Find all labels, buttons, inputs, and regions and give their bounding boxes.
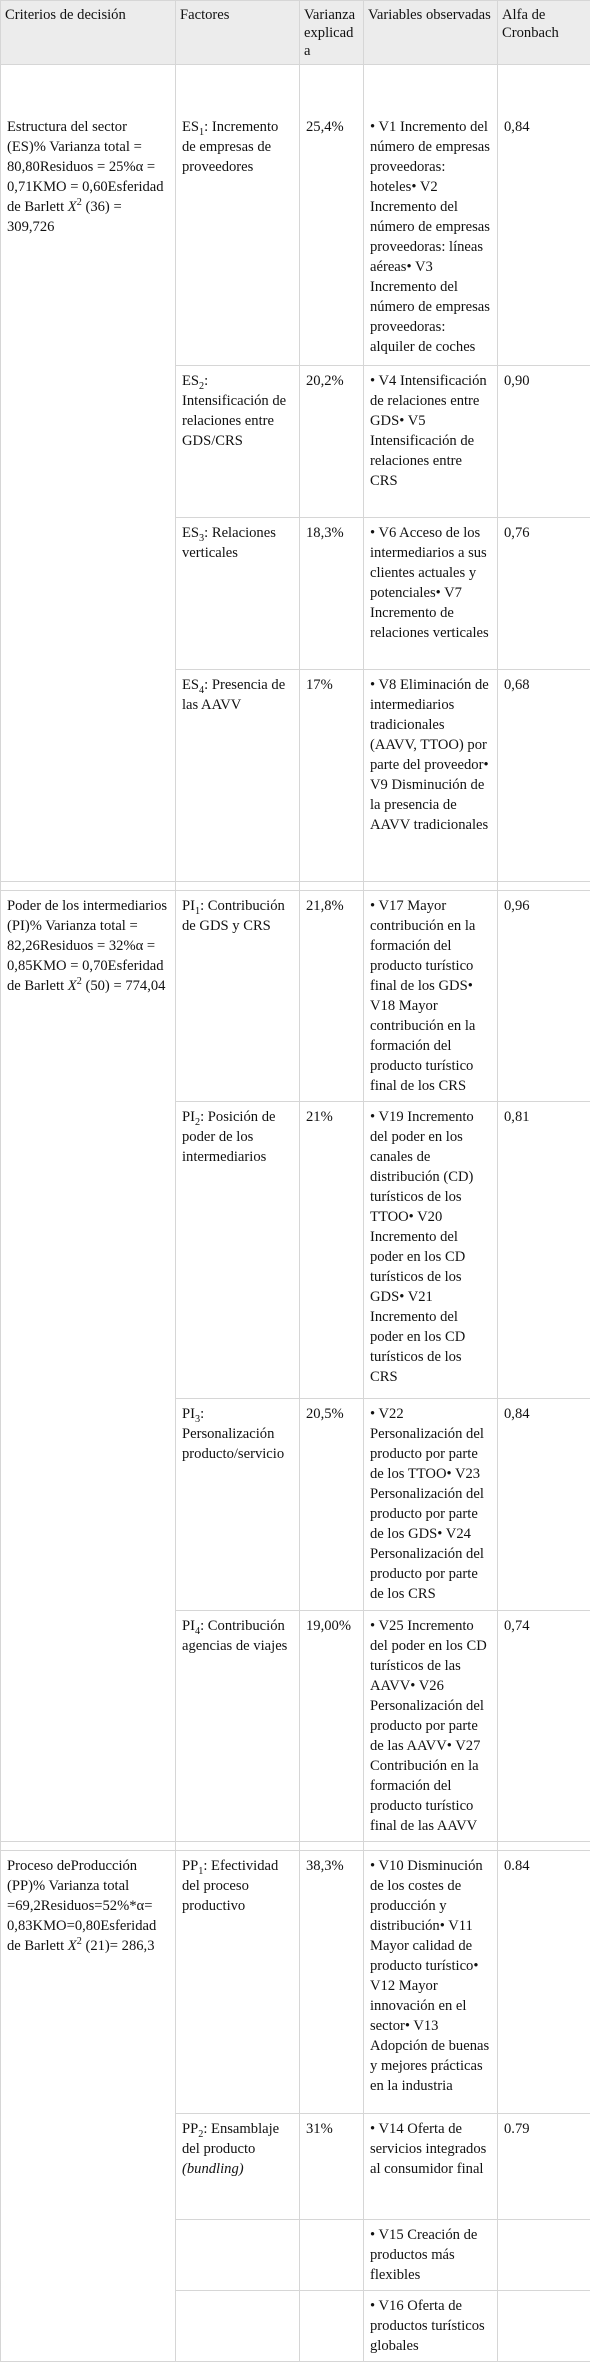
variables-cell: • V19 Incremento del poder en los canales de distribución (CD) turísticos de los TTOO• V20 Incremento del poder en los CD turísticos de los GDS• V21 Incremento del poder en los CD turísticos de los CRS (364, 1102, 498, 1399)
header-variables: Variables observadas (364, 1, 498, 65)
alfa-cell: 0,84 (498, 1399, 590, 1611)
varianza-cell: 38,3% (300, 1851, 364, 2114)
chi-symbol: X (68, 1938, 77, 1954)
variables-cell: • V4 Intensificación de relaciones entre GDS• V5 Intensificación de relaciones entre CRS (364, 366, 498, 518)
chi-tail: (36) = 309,726 (7, 199, 122, 235)
factor-cell: $PI_1$: Contribución de GDS y CRS (176, 891, 300, 1102)
varianza-cell (300, 2291, 364, 2362)
varianza-cell (300, 2220, 364, 2291)
factor-cell (176, 2291, 300, 2362)
factor-cell: $PP_1$: Efectividad del proceso productivo (176, 1851, 300, 2114)
chi-symbol: X (68, 199, 77, 215)
alfa-cell: 0.84 (498, 1851, 590, 2114)
alfa-cell: 0,81 (498, 1102, 590, 1399)
chi-tail: (50) = 774,04 (82, 978, 166, 994)
factor-cell (176, 2220, 300, 2291)
chi-tail: (21)= 286,3 (82, 1938, 155, 1954)
varianza-cell: 17% (300, 670, 364, 882)
alfa-cell: 0,76 (498, 518, 590, 670)
spacer-row (1, 1842, 590, 1851)
table-row (1, 891, 590, 1102)
factor-cell: $ES_1$: Incremento de empresas de proveedores (176, 65, 300, 366)
criterion-cell-pp (1, 1851, 176, 2362)
table-row (1, 65, 590, 366)
variables-cell: • V1 Incremento del número de empresas proveedoras: hoteles• V2 Incremento del número de empresas proveedoras: líneas aéreas• V3 Incremento del número de empresas proveedoras: alquiler de coches (364, 65, 498, 366)
variables-cell: • V10 Disminución de los costes de producción y distribución• V11 Mayor calidad de producto turístico• V12 Mayor innovación en el sector• V13 Adopción de buenas y mejores prácticas en la industria (364, 1851, 498, 2114)
alfa-cell: 0,68 (498, 670, 590, 882)
chi-sup: 2 (77, 1936, 82, 1947)
header-alfa: Alfa de Cronbach (498, 1, 590, 65)
alfa-cell (498, 2220, 590, 2291)
variables-cell: • V25 Incremento del poder en los CD turísticos de las AAVV• V26 Personalización del producto por parte de las AAVV• V27 Contribución en la formación del producto turístico final de las AAVV (364, 1611, 498, 1842)
header-criterios: Criterios de decisión (1, 1, 176, 65)
variables-cell: • V6 Acceso de los intermediarios a sus clientes actuales y potenciales• V7 Incremento de relaciones verticales (364, 518, 498, 670)
variables-cell: • V16 Oferta de productos turísticos globales (364, 2291, 498, 2362)
table-row (1, 1851, 590, 2114)
criterion-text: Estructura del sector (ES)% Varianza total = 80,80Residuos = 25%α = 0,71KMO = 0,60Esferidad de Barlett (7, 119, 164, 215)
variables-cell: • V8 Eliminación de intermediarios tradicionales (AAVV, TTOO) por parte del proveedor• V9 Disminución de la presencia de AAVV tradicionales (364, 670, 498, 882)
factor-cell: $PP_2$: Ensamblaje del producto (bundling) (176, 2114, 300, 2220)
spacer-row (1, 882, 590, 891)
header-row (1, 1, 590, 65)
header-factores: Factores (176, 1, 300, 65)
factor-cell: $ES_2$: Intensificación de relaciones entre GDS/CRS (176, 366, 300, 518)
varianza-cell: 21% (300, 1102, 364, 1399)
varianza-cell: 25,4% (300, 65, 364, 366)
varianza-cell: 20,2% (300, 366, 364, 518)
alfa-cell: 0,90 (498, 366, 590, 518)
criterion-text: Poder de los intermediarios (PI)% Varianza total = 82,26Residuos = 32%α = 0,85KMO = 0,70Esferidad de Barlett (7, 898, 167, 994)
variables-cell: • V14 Oferta de servicios integrados al consumidor final (364, 2114, 498, 2220)
criterion-text: Proceso deProducción (PP)% Varianza total =69,2Residuos=52%*α= 0,83KMO=0,80Esferidad de Barlett (7, 1858, 156, 1954)
factor-cell: $PI_2$: Posición de poder de los intermediarios (176, 1102, 300, 1399)
varianza-cell: 20,5% (300, 1399, 364, 1611)
chi-symbol: X (68, 978, 77, 994)
factor-cell: $ES_3$: Relaciones verticales (176, 518, 300, 670)
alfa-cell: 0,74 (498, 1611, 590, 1842)
factor-cell: $PI_3$: Personalización producto/servicio (176, 1399, 300, 1611)
variables-cell: • V15 Creación de productos más flexibles (364, 2220, 498, 2291)
alfa-cell (498, 2291, 590, 2362)
chi-sup: 2 (77, 197, 82, 208)
chi-sup: 2 (77, 976, 82, 987)
header-varianza: Varianza explicada (300, 1, 364, 65)
varianza-cell: 19,00% (300, 1611, 364, 1842)
factor-cell: $ES_4$: Presencia de las AAVV (176, 670, 300, 882)
alfa-cell: 0,84 (498, 65, 590, 366)
variables-cell: • V22 Personalización del producto por parte de los TTOO• V23 Personalización del producto por parte de los GDS• V24 Personalización del producto por parte de los CRS (364, 1399, 498, 1611)
varianza-cell: 18,3% (300, 518, 364, 670)
alfa-cell: 0.79 (498, 2114, 590, 2220)
varianza-cell: 31% (300, 2114, 364, 2220)
criterion-cell-pi (1, 891, 176, 1842)
criterion-cell-es (1, 65, 176, 882)
variables-cell: • V17 Mayor contribución en la formación del producto turístico final de los GDS• V18 Mayor contribución en la formación del producto turístico final de los CRS (364, 891, 498, 1102)
alfa-cell: 0,96 (498, 891, 590, 1102)
factor-cell: $PI_4$: Contribución agencias de viajes (176, 1611, 300, 1842)
varianza-cell: 21,8% (300, 891, 364, 1102)
